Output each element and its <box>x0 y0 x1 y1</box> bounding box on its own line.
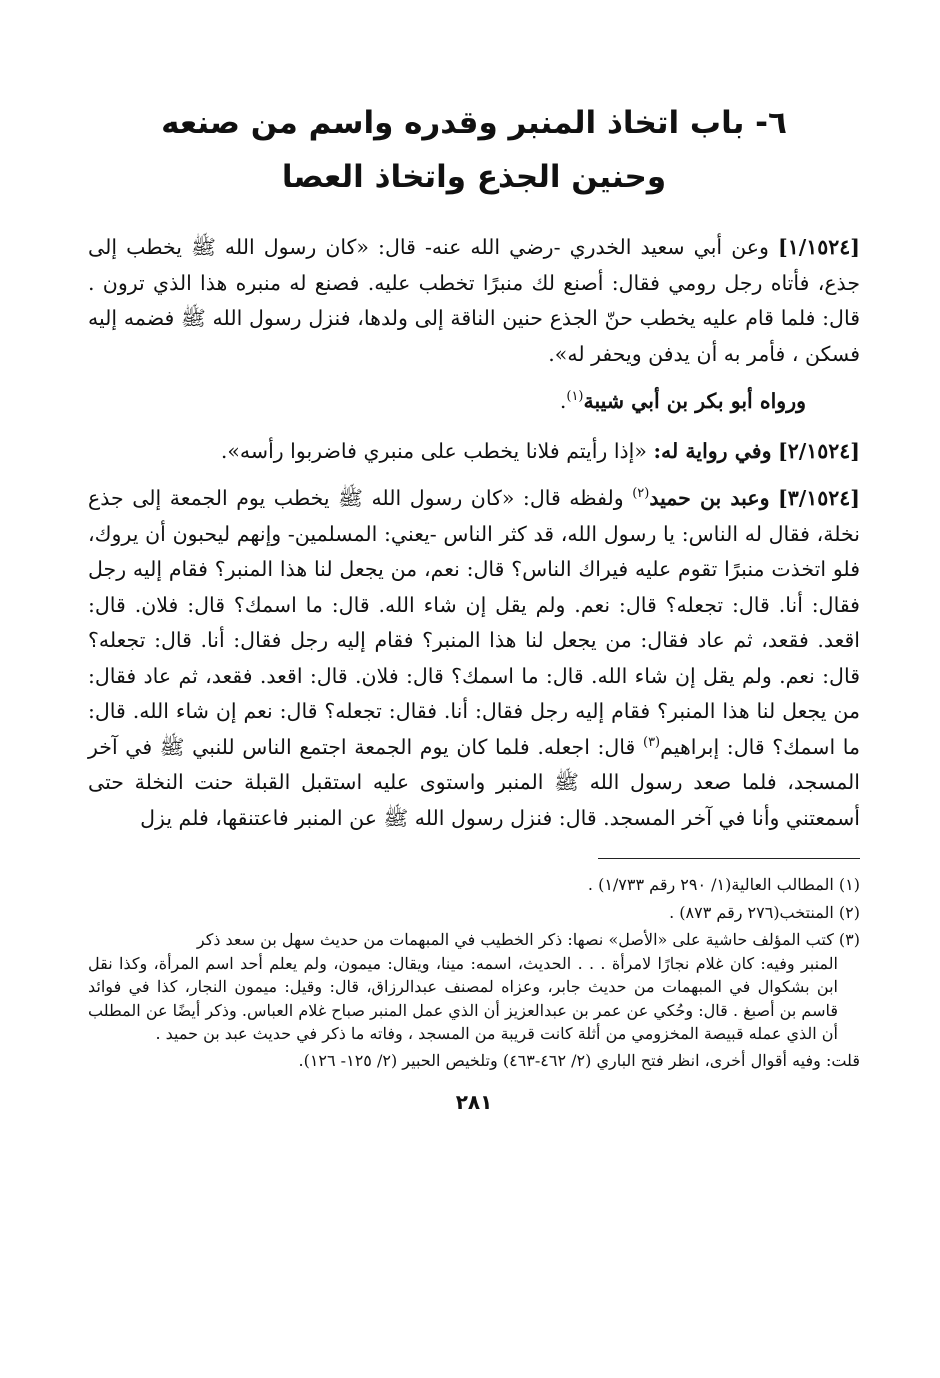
entry-number: [١/١٥٢٤] <box>778 235 860 259</box>
footnote-3-body: المنبر وفيه: كان غلام نجارًا لامرأة . . . الحديث، اسمه: مينا، ويقال: ميمون، ولم يعلم أحد اسم المرأة، وكذا نقل ابن بشكوال في المبهمات من حديث جابر، وعزاه لمصنف عبدالرزاق، قال: وقيل: ميمون النجار، كذا في فوائد قاسم بن أصبغ . قال: وحُكي عن عمر بن عبدالعزيز أن الذي عمل المنبر صباح غلام العباس. وذكر أيضًا عن المطلب أن الذي عمله قبيصة المخزومي من أثلة كانت قريبة من المسجد ، وفاته ما ذكر في حديث عبد بن حميد . <box>88 953 839 1043</box>
footnote-ref-2: (٢) <box>632 486 650 502</box>
main-text <box>88 230 860 836</box>
entry-text: وعن أبي سعيد الخدري -رضي الله عنه- قال: «كان رسول الله ﷺ يخطب إلى جذع، فأتاه رجل رومي فقال: أصنع لك منبرًا تخطب عليه. فصنع له منبره هذا الذي ترون . قال: فلما قام عليه يخطب حنّ الجذع حنين الناقة إلى ولدها، فنزل رسول الله ﷺ فضمه إليه فسكن ، فأمر به أن يدفن ويحفر له». <box>88 235 860 366</box>
footnote-3-tail: قلت: وفيه أقوال أخرى، انظر فتح الباري (٢/ ٤٦٢-٤٦٣) وتلخيص الحبير (٢/ ١٢٥- ١٢٦). <box>298 1050 860 1070</box>
footnote-1: (١) المطالب العالية(١/ ٢٩٠ رقم ١/٧٣٣) . <box>587 875 860 894</box>
footnote-2: (٢) المنتخب(٢٧٦ رقم ٨٧٣) . <box>669 902 860 922</box>
title-line-1: ٦- باب اتخاذ المنبر وقدره واسم من صنعه <box>161 105 787 141</box>
chapter-title <box>88 96 860 204</box>
entry-number: [٣/١٥٢٤] <box>778 486 860 510</box>
hadith-entry-1 <box>88 230 860 372</box>
entry-text: «إذا رأيتم فلانا يخطب على منبري فاضربوا رأسه». <box>220 438 647 463</box>
hadith-entry-3 <box>88 481 860 836</box>
entry-number: [٢/١٥٢٤] <box>778 438 860 463</box>
hadith-narration-note <box>88 384 860 420</box>
entry-lead: وفي رواية له: <box>653 438 772 463</box>
footnote-3-head: (٣) كتب المؤلف حاشية على «الأصل» نصها: ذكر الخطيب في المبهمات من حديث سهل بن سعد ذكر <box>196 930 860 949</box>
narrator-lead: ورواه أبو بكر بن أبي شيبة <box>583 389 806 413</box>
narration-tail: . <box>559 389 567 413</box>
entry-lead: وعبد بن حميد <box>649 486 770 510</box>
footnote-divider <box>598 858 860 859</box>
entry-text: ولفظه قال: «كان رسول الله ﷺ يخطب يوم الجمعة إلى جذع نخلة، فقال له الناس: يا رسول الله، قد كثر الناس -يعني: المسلمين- وإنهم ليحبون أن يروك، فلو اتخذت منبرًا تقوم عليه فيراك الناس؟ قال: نعم، من يجعل لنا هذا المنبر؟ فقام إليه رجل فقال: أنا. قال: تجعله؟ قال: نعم. ولم يقل إن شاء الله. قال: ما اسمك؟ قال: فلان. قال: اقعد. فقعد، ثم عاد فقال: من يجعل لنا هذا المنبر؟ فقام إليه رجل فقال: أنا. قال: تجعله؟ قال: نعم. ولم يقل إن شاء الله. قال: ما اسمك؟ قال: فلان. قال: اقعد. فقعد، ثم عاد فقال: من يجعل لنا هذا المنبر؟ فقام إليه رجل فقال: أنا. فقال: تجعله؟ قال: نعم إن شاء الله. قال: ما اسمك؟ قال: إبراهيم <box>88 486 860 759</box>
entry-text-continued: قال: اجعله. فلما كان يوم الجمعة اجتمع الناس للنبي ﷺ في آخر المسجد، فلما صعد رسول الله ﷺ المنبر واستوى عليه استقبل القبلة حنت النخلة حتى أسمعتني وأنا في آخر المسجد. قال: فنزل رسول الله ﷺ عن المنبر فاعتنقها، فلم يزل <box>88 734 860 830</box>
footnote-ref-3: (٣) <box>642 734 661 750</box>
page-number: ٢٨١ <box>455 1090 493 1114</box>
footnote-ref-1: (١) <box>566 389 584 405</box>
document-page <box>88 96 860 1114</box>
footnotes <box>88 873 860 1072</box>
title-line-2: وحنين الجذع واتخاذ العصا <box>281 159 667 195</box>
hadith-entry-2 <box>88 434 860 470</box>
